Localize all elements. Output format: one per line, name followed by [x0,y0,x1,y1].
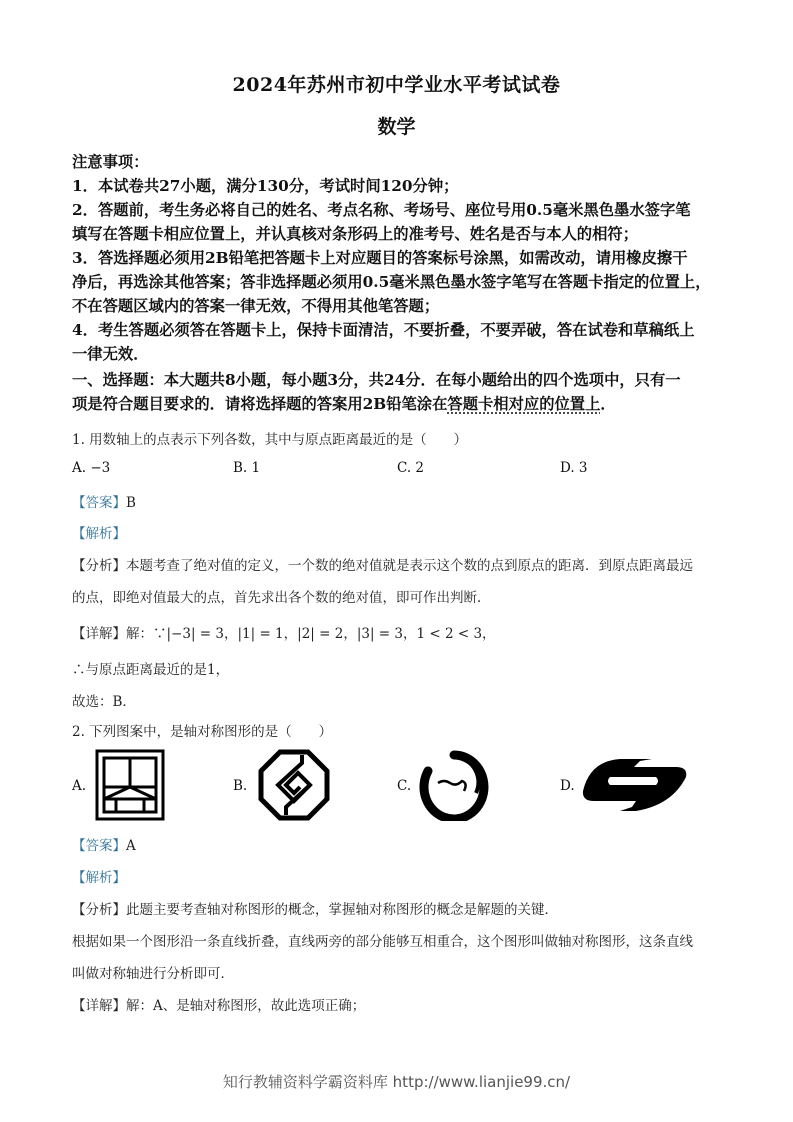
detail-text: 解：A、是轴对称图形，故此选项正确； [126,998,366,1014]
q2-body-line2: 叫做对称轴进行分析即可． [72,966,234,982]
q1-option-d: D. 3 [560,460,588,476]
notice-item: 2．答题前，考生务必将自己的姓名、考点名称、考场号、座位号用0.5毫米黑色墨水签字笔 [72,201,691,219]
question-2-stem: 2. 下列图案中，是轴对称图形的是（ ） [72,724,333,740]
q1-option-c: C. 2 [397,460,425,476]
notice-item: 净后，再选涂其他答案；答非选择题必须用0.5毫米黑色墨水签字笔写在答题卡指定的位置上， [72,273,711,291]
subject-title: 数学 [377,116,416,138]
window-frame-figure [95,749,165,821]
q1-choose: 故选：B． [72,694,136,710]
notice-item: 4．考生答题必须答在答题卡上，保持卡面清洁，不要折叠，不要弄破，答在试卷和草稿纸上 [72,321,695,339]
q1-option-a: A. −3 [72,460,111,476]
q2-analysis-tag: 【解析】 [72,870,126,886]
answer-tag: 【答案】 [72,838,126,854]
q2-body-line1: 根据如果一个图形沿一条直线折叠，直线两旁的部分能够互相重合，这个图形叫做轴对称图形，这条直线 [72,934,693,950]
answer-value: A [126,838,136,854]
q1-answer [72,491,136,511]
brush-circle-figure [418,749,490,821]
q2-detail [72,994,365,1014]
notice-item: 不在答题区域内的答案一律无效，不得用其他笔答题； [72,297,440,315]
q2-option-d-label: D. [560,778,575,794]
notice-item: 一律无效． [72,345,149,363]
q2-option-c-label: C. [397,778,412,794]
answer-value: B [126,495,136,511]
section-heading-line2 [72,392,616,414]
q2-option-b-label: B. [233,778,248,794]
fenxi-tag: 【分析】 [72,558,126,574]
question-1-stem: 1. 用数轴上的点表示下列各数，其中与原点距离最近的是（ ） [72,432,468,448]
notice-item: 3．答选择题必须用2B铅笔把答题卡上对应题目的答案标号涂黑，如需改动，请用橡皮擦干 [72,249,688,267]
q1-conclusion: ∴与原点距离最近的是1， [72,662,230,678]
q2-answer [72,834,136,854]
notice-item: 填写在答题卡相应位置上，并认真核对条形码上的准考号、姓名是否与本人的相符； [72,225,638,243]
octagon-spiral-figure [258,749,330,821]
s-shape-figure [580,755,690,815]
q1-option-b: B. 1 [233,460,261,476]
emphasis-text: 答题卡相对应的位置上 [447,395,601,413]
q1-analysis-tag: 【解析】 [72,526,126,542]
detail-text: 解：∵|−3| = 3，|1| = 1，|2| = 2，|3| = 3，1 < 2 < 3， [126,626,496,642]
notice-heading: 注意事项： [72,153,149,171]
footer-watermark: 知行教辅资料学霸资料库 http://www.lianjie99.cn/ [222,1073,571,1091]
fenxi-tag: 【分析】 [72,902,126,918]
detail-tag: 【详解】 [72,998,126,1014]
section-text: ． [600,395,616,413]
fenxi-text: 本题考查了绝对值的定义，一个数的绝对值就是表示这个数的点到原点的距离．到原点距离最远 [126,558,693,574]
q2-option-a-label: A. [72,778,87,794]
detail-tag: 【详解】 [72,626,126,642]
fenxi-text: 此题主要考查轴对称图形的概念，掌握轴对称图形的概念是解题的关键． [126,902,558,918]
q1-fenxi-line2: 的点，即绝对值最大的点，首先求出各个数的绝对值，即可作出判断． [72,590,491,606]
q1-fenxi [72,554,693,574]
answer-tag: 【答案】 [72,495,126,511]
notice-item: 1．本试卷共27小题，满分130分，考试时间120分钟； [72,177,459,195]
page-title: 2024年苏州市初中学业水平考试试卷 [232,74,561,96]
q1-detail [72,622,496,642]
q2-fenxi [72,898,558,918]
section-text: 项是符合题目要求的．请将选择题的答案用2B铅笔涂在 [72,395,448,413]
section-heading: 一、选择题：本大题共8小题，每小题3分，共24分．在每小题给出的四个选项中，只有一 [72,371,681,389]
